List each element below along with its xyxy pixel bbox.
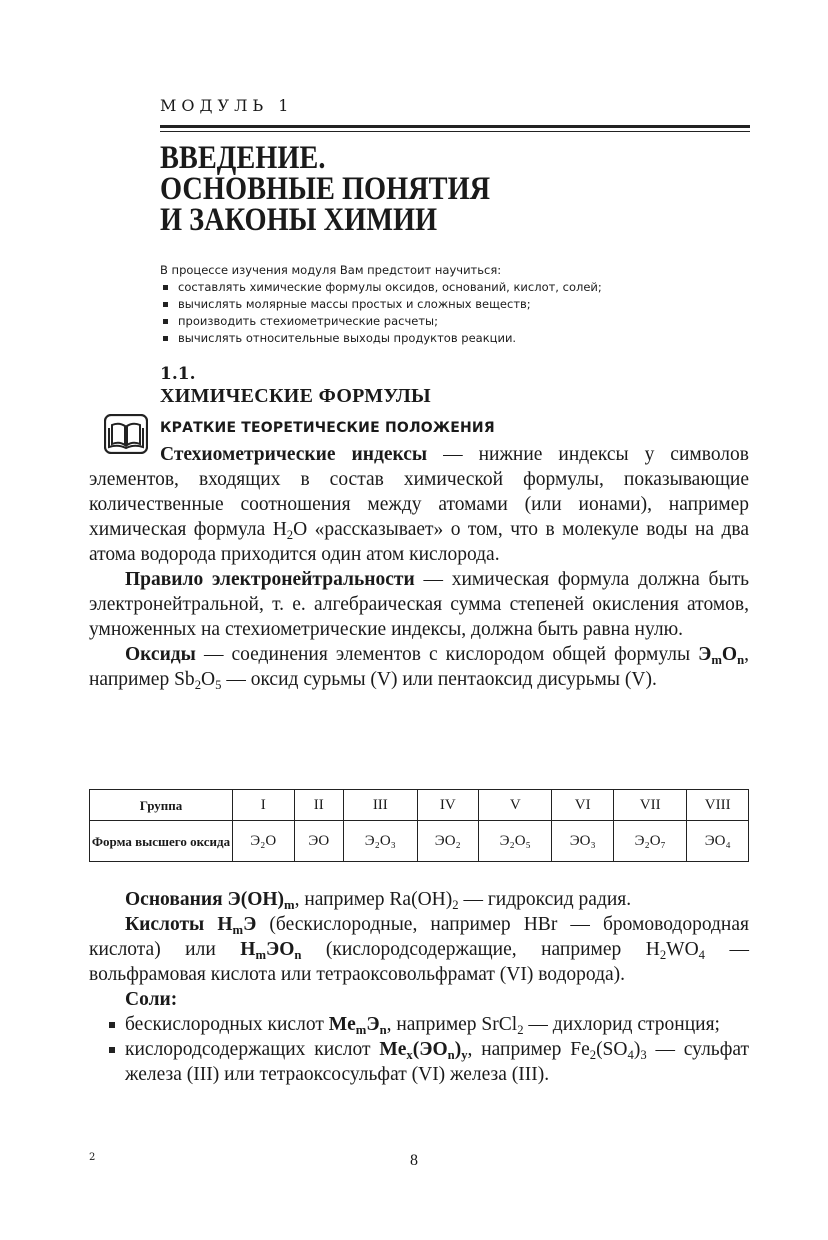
- body-text-bottom: [89, 887, 749, 1087]
- table-cell: VII: [613, 790, 686, 821]
- title-line-3: И ЗАКОНЫ ХИМИИ: [160, 202, 438, 238]
- body-text-top: [89, 442, 749, 692]
- goal-item: производить стехиометрические расчеты;: [160, 313, 602, 330]
- term: Оксиды: [125, 644, 196, 665]
- section-title: ХИМИЧЕСКИЕ ФОРМУЛЫ: [160, 385, 431, 407]
- oxide-table: [89, 789, 749, 862]
- table-cell: II: [294, 790, 344, 821]
- table-cell: IV: [417, 790, 479, 821]
- section-number: 1.1.: [160, 364, 196, 384]
- goals-intro: В процессе изучения модуля Вам предстоит научиться:: [160, 263, 502, 277]
- table-row: [90, 821, 749, 862]
- paragraph-acids: Кислоты $H_mЭ$ (бескислородные, например HBr — бромоводородная кислота) или $H_mЭO_n$ (кислородсодержащие, например $H_2WO_4$ — вольфрамовая кислота или тетраоксовольфрамат (VI) водорода).: [89, 914, 749, 985]
- list-item: кислородсодержащих кислот $Me_x(ЭO_n)_y$, например $Fe_2(SO_4)_3$ — сульфат железа (III) или тетраоксосульфат (VI) железа (III).: [89, 1037, 749, 1087]
- table-header-cell: Группа: [90, 790, 233, 821]
- term: Стехиометрические индексы: [160, 444, 428, 465]
- salts-list: [89, 1012, 749, 1087]
- header-rule-thin: [160, 131, 750, 132]
- paragraph-bases: Основания $Э(OH)_m$, например $Ra(OH)_2$ — гидроксид радия.: [125, 889, 632, 912]
- header-rule-thick: [160, 125, 750, 128]
- table-row: [90, 790, 749, 821]
- table-cell: ЭO₄: [687, 821, 749, 862]
- table-cell: Э₂O₅: [479, 821, 552, 862]
- page-number: 8: [410, 1152, 418, 1169]
- module-label: МОДУЛЬ 1: [160, 96, 294, 115]
- title-line-2: ОСНОВНЫЕ ПОНЯТИЯ: [160, 171, 491, 207]
- table-cell: Э₂O: [233, 821, 295, 862]
- corner-mark: 2: [89, 1152, 96, 1163]
- term: Правило электронейтральности: [125, 569, 415, 590]
- paragraph-stoichiometric-indices: Стехиометрические индексы — нижние индексы у символов элементов, входящих в состав химической формулы, показывающие количественные соотношения между атомами (или ионами), например химическая формула $H_2O$ «рассказывает» о том, что в молекуле воды на два атома водорода приходится один атом кислорода.: [89, 444, 750, 565]
- module-title: [160, 140, 491, 238]
- table-cell: VI: [552, 790, 614, 821]
- goal-item: вычислять молярные массы простых и сложных веществ;: [160, 296, 602, 313]
- list-item: бескислородных кислот $Me_mЭ_n$, например SrCl$_2$ — дихлорид стронция;: [89, 1012, 749, 1037]
- goal-item: вычислять относительные выходы продуктов реакции.: [160, 330, 602, 347]
- title-line-1: ВВЕДЕНИЕ.: [160, 140, 326, 176]
- table-cell: ЭO₃: [552, 821, 614, 862]
- paragraph-oxides: Оксиды — соединения элементов с кислородом общей формулы $Э_mO_n$, например $Sb_2O_5$ — оксид сурьмы (V) или пентаоксид дисурьмы (V).: [89, 644, 749, 692]
- table-cell: Э₂O₃: [344, 821, 417, 862]
- theory-heading: КРАТКИЕ ТЕОРЕТИЧЕСКИЕ ПОЛОЖЕНИЯ: [160, 420, 495, 436]
- table-cell: I: [233, 790, 295, 821]
- learning-goals: [160, 262, 602, 347]
- table-cell: III: [344, 790, 417, 821]
- table-cell: ЭO: [294, 821, 344, 862]
- goal-item: составлять химические формулы оксидов, оснований, кислот, солей;: [160, 279, 602, 296]
- table-header-cell: Форма высшего оксида: [90, 821, 233, 862]
- table-cell: V: [479, 790, 552, 821]
- paragraph-electroneutrality: Правило электронейтральности — химическая формула должна быть электронейтральной, т. е. алгебраическая сумма степеней окисления атомов, умноженных на стехиометрические индексы, должна быть равна нулю.: [89, 569, 749, 640]
- table-cell: Э₂O₇: [613, 821, 686, 862]
- table-cell: ЭO₂: [417, 821, 479, 862]
- salts-heading: Соли:: [125, 989, 178, 1010]
- table-cell: VIII: [687, 790, 749, 821]
